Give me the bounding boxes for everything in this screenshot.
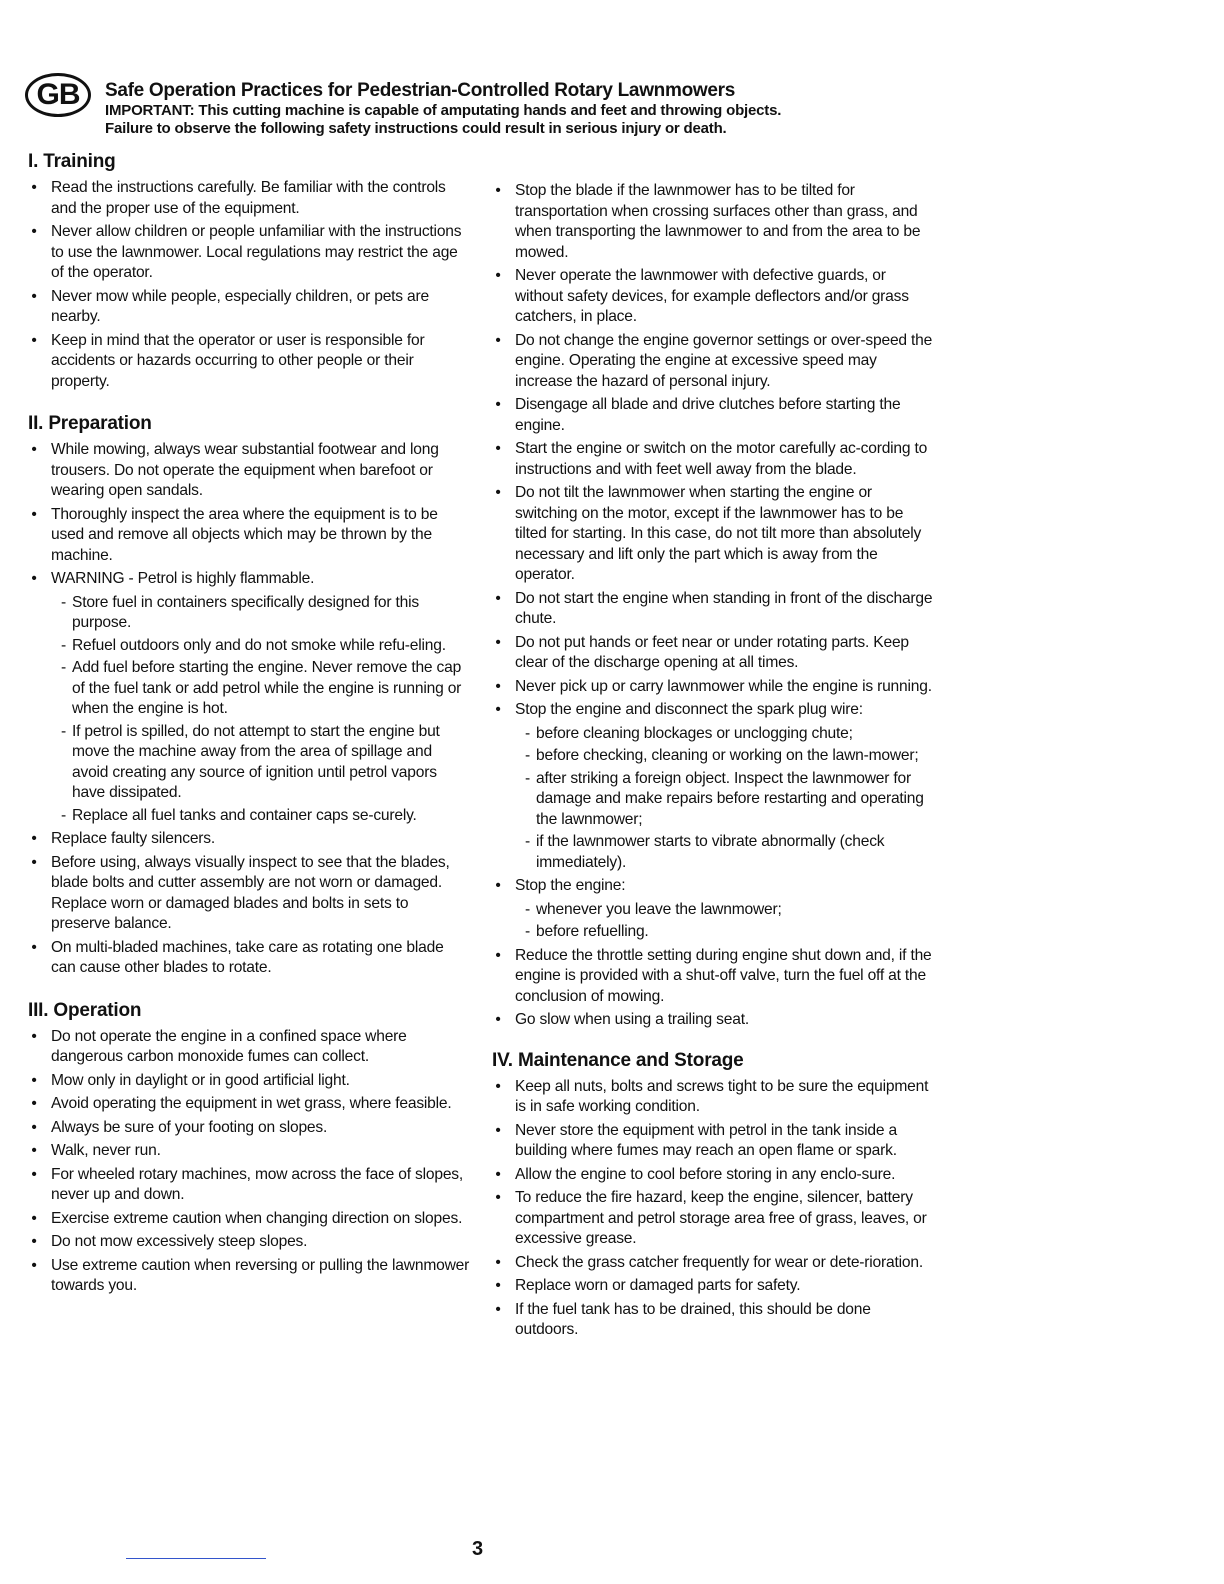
list-item bbox=[28, 178, 470, 219]
list-item-text: Exercise extreme caution when changing direction on slopes. bbox=[51, 1209, 463, 1227]
list-item-text: If the fuel tank has to be drained, this should be done outdoors. bbox=[515, 1300, 871, 1338]
sub-list-item-text: if the lawnmower starts to vibrate abnormally (check immediately). bbox=[536, 833, 885, 871]
bullet-icon: • bbox=[495, 1277, 501, 1294]
list-item bbox=[28, 222, 470, 284]
list-item-text: Always be sure of your footing on slopes. bbox=[51, 1118, 328, 1136]
bullet-icon: • bbox=[31, 1233, 37, 1250]
footer-rule bbox=[126, 1558, 266, 1559]
bullet-icon: • bbox=[31, 505, 37, 523]
failure-warning: Failure to observe the following safety instructions could result in serious injury or death. bbox=[105, 120, 727, 137]
list-item-text: WARNING - Petrol is highly flammable. bbox=[51, 570, 315, 587]
list-item-text: Thoroughly inspect the area where the equipment is to be used and remove all objects which may be thrown by the machine. bbox=[51, 505, 438, 564]
list-item bbox=[28, 1118, 470, 1139]
bullet-icon: • bbox=[495, 182, 501, 199]
list-item bbox=[28, 1071, 470, 1092]
bullet-icon: • bbox=[495, 877, 501, 894]
bullet-icon: • bbox=[31, 287, 37, 305]
sub-list-item bbox=[525, 724, 934, 745]
bullet-icon: • bbox=[31, 1071, 37, 1089]
petrol-warning-sublist bbox=[28, 593, 470, 827]
list-item bbox=[492, 946, 934, 1008]
stop-engine-list bbox=[492, 876, 934, 897]
sub-list-item-text: before cleaning blockages or unclogging chute; bbox=[536, 724, 853, 742]
list-item bbox=[492, 181, 934, 263]
sub-list-item bbox=[61, 722, 470, 804]
list-item-text: Avoid operating the equipment in wet grass, where feasible. bbox=[51, 1095, 452, 1112]
sub-list-item bbox=[525, 832, 934, 873]
bullet-icon: • bbox=[31, 179, 37, 196]
list-item bbox=[28, 938, 470, 979]
list-item bbox=[28, 569, 470, 590]
dash-icon: - bbox=[525, 747, 530, 764]
bullet-icon: • bbox=[495, 946, 501, 964]
sub-list-item bbox=[525, 922, 934, 943]
list-item-text: Never allow children or people unfamiliar with the instructions to use the lawnmower. Local regulations may restrict the age of the operator. bbox=[51, 223, 462, 281]
bullet-icon: • bbox=[31, 441, 37, 458]
dash-icon: - bbox=[61, 806, 66, 824]
preparation-list bbox=[28, 440, 470, 590]
sub-list-item bbox=[61, 636, 470, 657]
list-item bbox=[28, 505, 470, 567]
list-item bbox=[492, 1253, 934, 1274]
list-item-text: Use extreme caution when reversing or pulling the lawnmower towards you. bbox=[51, 1256, 470, 1294]
list-item bbox=[492, 589, 934, 630]
bullet-icon: • bbox=[31, 1209, 37, 1227]
sub-list-item-text: before refuelling. bbox=[536, 923, 649, 940]
bullet-icon: • bbox=[31, 1027, 37, 1045]
list-item-text: Do not put hands or feet near or under rotating parts. Keep clear of the discharge opening at all times. bbox=[515, 633, 909, 671]
sub-list-item bbox=[61, 806, 470, 827]
bullet-icon: • bbox=[31, 853, 37, 871]
list-item bbox=[28, 829, 470, 850]
list-item bbox=[492, 1300, 934, 1341]
maintenance-list bbox=[492, 1077, 934, 1341]
list-item bbox=[492, 1121, 934, 1162]
right-column bbox=[492, 181, 934, 1344]
list-item-text: Reduce the throttle setting during engine shut down and, if the engine is provided with a shut-off valve, turn the fuel off at the conclusion of mowing. bbox=[515, 946, 932, 1005]
bullet-icon: • bbox=[31, 1256, 37, 1274]
stop-engine-sublist bbox=[492, 900, 934, 943]
list-item-text: Before using, always visually inspect to see that the blades, blade bolts and cutter assembly are not worn or damaged. Replace worn or damaged blades and bolts in sets to preserve balance. bbox=[51, 853, 450, 932]
page-number: 3 bbox=[472, 1538, 484, 1560]
list-item bbox=[492, 1077, 934, 1118]
sub-list-item-text: Add fuel before starting the engine. Never remove the cap of the fuel tank or add petrol while the engine is running or when the engine is hot. bbox=[72, 659, 462, 717]
list-item-text: Stop the blade if the lawnmower has to be tilted for transportation when crossing surfaces other than grass, and when transporting the lawnmower to and from the area to be mowed. bbox=[515, 182, 921, 261]
list-item-text: Never mow while people, especially children, or pets are nearby. bbox=[51, 287, 429, 325]
list-item bbox=[28, 1232, 470, 1253]
list-item bbox=[28, 1094, 470, 1115]
list-item-text: Never store the equipment with petrol in the tank inside a building where fumes may reach an open flame or spark. bbox=[515, 1121, 897, 1159]
list-item bbox=[492, 483, 934, 586]
list-item bbox=[492, 633, 934, 674]
list-item-text: Stop the engine and disconnect the spark plug wire: bbox=[515, 701, 863, 718]
list-item-text: Allow the engine to cool before storing in any enclo-sure. bbox=[515, 1165, 896, 1183]
dash-icon: - bbox=[61, 636, 66, 654]
spark-plug-sublist bbox=[492, 724, 934, 874]
bullet-icon: • bbox=[495, 1165, 501, 1183]
dash-icon: - bbox=[525, 833, 530, 850]
section-operation bbox=[28, 999, 470, 1297]
sub-list-item bbox=[61, 593, 470, 634]
dash-icon: - bbox=[61, 722, 66, 740]
bullet-icon: • bbox=[495, 267, 501, 284]
list-item-text: Never operate the lawnmower with defective guards, or without safety devices, for example deflectors and/or grass catchers, in place. bbox=[515, 267, 909, 325]
sub-list-item bbox=[525, 769, 934, 831]
dash-icon: - bbox=[525, 724, 530, 742]
list-item bbox=[492, 700, 934, 721]
bullet-icon: • bbox=[495, 633, 501, 651]
important-text: This cutting machine is capable of amputating hands and feet and throwing objects. bbox=[194, 102, 782, 119]
bullet-icon: • bbox=[495, 396, 501, 413]
list-item bbox=[492, 331, 934, 393]
list-item bbox=[492, 876, 934, 897]
bullet-icon: • bbox=[495, 677, 501, 695]
list-item bbox=[28, 1165, 470, 1206]
section-training bbox=[28, 150, 470, 392]
gb-language-badge: GB bbox=[25, 73, 91, 117]
list-item-text: Disengage all blade and drive clutches before starting the engine. bbox=[515, 396, 901, 434]
list-item-text: Never pick up or carry lawnmower while the engine is running. bbox=[515, 677, 932, 695]
list-item-text: For wheeled rotary machines, mow across the face of slopes, never up and down. bbox=[51, 1165, 464, 1203]
list-item-text: While mowing, always wear substantial footwear and long trousers. Do not operate the equipment when barefoot or wearing open sandals. bbox=[51, 441, 439, 499]
list-item-text: Stop the engine: bbox=[515, 877, 626, 894]
list-item bbox=[28, 287, 470, 328]
sub-list-item-text: whenever you leave the lawnmower; bbox=[536, 900, 782, 918]
list-item bbox=[28, 1256, 470, 1297]
preparation-list-continued bbox=[28, 829, 470, 979]
list-item bbox=[28, 440, 470, 502]
sub-list-item-text: before checking, cleaning or working on the lawn-mower; bbox=[536, 747, 919, 764]
section-maintenance bbox=[492, 1049, 934, 1341]
operation-list-final bbox=[492, 946, 934, 1031]
operation-list-right bbox=[492, 181, 934, 721]
training-list bbox=[28, 178, 470, 392]
bullet-icon: • bbox=[495, 440, 501, 457]
sub-list-item-text: If petrol is spilled, do not attempt to start the engine but move the machine away from the area of spillage and avoid creating any source of ignition until petrol vapors have dissipated. bbox=[72, 722, 440, 801]
dash-icon: - bbox=[61, 659, 66, 676]
left-column bbox=[28, 150, 470, 1317]
list-item bbox=[492, 677, 934, 698]
sub-list-item bbox=[525, 746, 934, 767]
list-item bbox=[28, 1209, 470, 1230]
sub-list-item-text: Store fuel in containers specifically designed for this purpose. bbox=[72, 593, 419, 631]
list-item-text: Do not change the engine governor settings or over-speed the engine. Operating the engine at excessive speed may increase the hazard of personal injury. bbox=[515, 331, 933, 390]
bullet-icon: • bbox=[31, 223, 37, 240]
list-item bbox=[28, 331, 470, 393]
dash-icon: - bbox=[525, 900, 530, 918]
bullet-icon: • bbox=[495, 1300, 501, 1318]
list-item-text: Do not operate the engine in a confined space where dangerous carbon monoxide fumes can collect. bbox=[51, 1027, 407, 1065]
sub-list-item bbox=[61, 658, 470, 720]
list-item bbox=[492, 1188, 934, 1250]
dash-icon: - bbox=[525, 769, 530, 787]
list-item-text: Do not start the engine when standing in front of the discharge chute. bbox=[515, 589, 933, 627]
list-item-text: On multi-bladed machines, take care as rotating one blade can cause other blades to rotate. bbox=[51, 938, 444, 976]
dash-icon: - bbox=[525, 923, 530, 940]
list-item-text: Do not tilt the lawnmower when starting the engine or switching on the motor, except if the lawnmower has to be tilted for starting. In this case, do not tilt more than absolutely necessary and lift only the part which is away from the operator. bbox=[515, 484, 922, 583]
list-item-text: Walk, never run. bbox=[51, 1142, 161, 1159]
list-item bbox=[492, 439, 934, 480]
list-item-text: Go slow when using a trailing seat. bbox=[515, 1011, 749, 1028]
list-item-text: Replace faulty silencers. bbox=[51, 830, 216, 847]
page-title: Safe Operation Practices for Pedestrian-Controlled Rotary Lawnmowers bbox=[105, 80, 735, 101]
list-item-text: Start the engine or switch on the motor carefully ac-cording to instructions and with feet well away from the blade. bbox=[515, 440, 928, 478]
important-notice bbox=[105, 102, 1185, 120]
list-item-text: To reduce the fire hazard, keep the engine, silencer, battery compartment and petrol storage area free of grass, leaves, or excessive grease. bbox=[515, 1189, 927, 1247]
bullet-icon: • bbox=[495, 331, 501, 349]
list-item-text: Mow only in daylight or in good artificial light. bbox=[51, 1071, 350, 1089]
document-header bbox=[105, 80, 1185, 138]
list-item bbox=[492, 1165, 934, 1186]
bullet-icon: • bbox=[31, 570, 37, 587]
list-item bbox=[492, 266, 934, 328]
bullet-icon: • bbox=[31, 830, 37, 847]
sub-list-item-text: Refuel outdoors only and do not smoke while refu-eling. bbox=[72, 636, 446, 654]
bullet-icon: • bbox=[31, 1165, 37, 1183]
sub-list-item-text: Replace all fuel tanks and container caps se-curely. bbox=[72, 806, 417, 824]
list-item-text: Check the grass catcher frequently for wear or dete-rioration. bbox=[515, 1253, 923, 1271]
bullet-icon: • bbox=[495, 1077, 501, 1095]
bullet-icon: • bbox=[31, 1118, 37, 1136]
bullet-icon: • bbox=[495, 589, 501, 607]
list-item bbox=[492, 395, 934, 436]
list-item bbox=[28, 853, 470, 935]
bullet-icon: • bbox=[495, 1121, 501, 1139]
heading-maintenance: IV. Maintenance and Storage bbox=[492, 1049, 744, 1071]
list-item bbox=[492, 1010, 934, 1031]
heading-training: I. Training bbox=[28, 151, 116, 172]
sub-list-item-text: after striking a foreign object. Inspect the lawnmower for damage and make repairs before restarting and operating the lawnmower; bbox=[536, 769, 924, 828]
bullet-icon: • bbox=[495, 1011, 501, 1028]
heading-operation: III. Operation bbox=[28, 999, 142, 1021]
list-item bbox=[28, 1027, 470, 1068]
bullet-icon: • bbox=[31, 938, 37, 956]
dash-icon: - bbox=[61, 593, 66, 611]
operation-list-left bbox=[28, 1027, 470, 1297]
list-item bbox=[492, 1276, 934, 1297]
list-item-text: Keep all nuts, bolts and screws tight to be sure the equipment is in safe working condition. bbox=[515, 1077, 929, 1115]
sub-list-item bbox=[525, 900, 934, 921]
bullet-icon: • bbox=[495, 1189, 501, 1206]
bullet-icon: • bbox=[31, 331, 37, 349]
bullet-icon: • bbox=[31, 1142, 37, 1159]
bullet-icon: • bbox=[31, 1095, 37, 1112]
bullet-icon: • bbox=[495, 1253, 501, 1271]
bullet-icon: • bbox=[495, 701, 501, 718]
list-item-text: Do not mow excessively steep slopes. bbox=[51, 1233, 308, 1250]
section-preparation bbox=[28, 412, 470, 979]
list-item bbox=[28, 1141, 470, 1162]
list-item-text: Read the instructions carefully. Be familiar with the controls and the proper use of the equipment. bbox=[51, 179, 446, 217]
list-item-text: Replace worn or damaged parts for safety. bbox=[515, 1277, 801, 1294]
heading-preparation: II. Preparation bbox=[28, 413, 152, 434]
bullet-icon: • bbox=[495, 484, 501, 501]
important-label: IMPORTANT: bbox=[105, 102, 195, 119]
list-item-text: Keep in mind that the operator or user is responsible for accidents or hazards occurring to other people or their property. bbox=[51, 331, 425, 390]
